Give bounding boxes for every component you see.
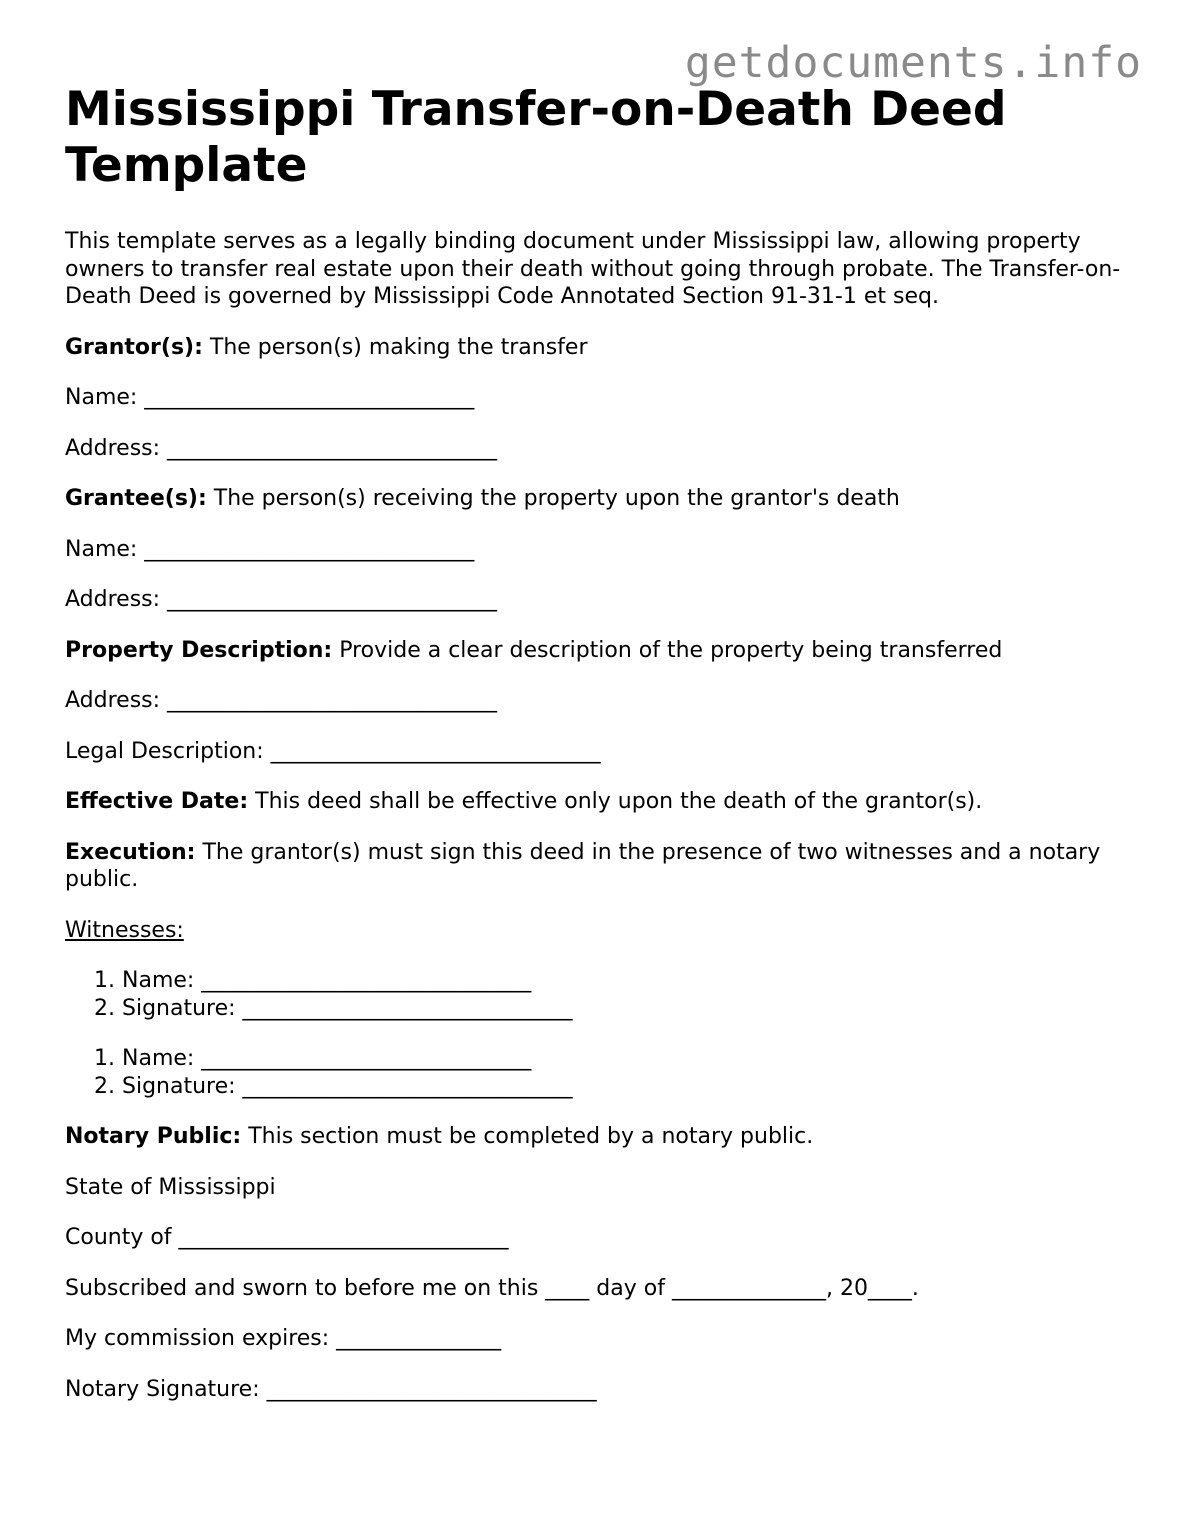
- witness-list-2: [65, 1045, 1125, 1100]
- notary-description: This section must be completed by a notary public.: [241, 1124, 814, 1149]
- property-heading: [65, 637, 1125, 665]
- grantor-description: The person(s) making the transfer: [202, 334, 588, 360]
- witness-1-name-field: 1. Name: ______________________________: [122, 967, 1125, 995]
- execution-text: The grantor(s) must sign this deed in the presence of two witnesses and a notary public.: [65, 839, 1101, 892]
- grantee-label: Grantee(s):: [65, 486, 207, 511]
- intro-paragraph: This template serves as a legally binding document under Mississippi law, allowing property owners to transfer real estate upon their death without going through probate. The Transfer-on-Death Deed is governed by Mississippi Code Annotated Section 91-31-1 et seq.: [65, 229, 1121, 309]
- witness-list-1: [65, 967, 1125, 1022]
- notary-state: State of Mississippi: [65, 1174, 276, 1200]
- execution-paragraph: [65, 839, 1125, 894]
- notary-sworn-line: Subscribed and sworn to before me on this ____ day of ______________, 20____.: [65, 1275, 919, 1301]
- effective-date-paragraph: [65, 788, 1125, 816]
- notary-heading: [65, 1123, 1125, 1151]
- effective-date-text: This deed shall be effective only upon the death of the grantor(s).: [248, 789, 983, 814]
- grantor-label: Grantor(s):: [65, 334, 203, 360]
- notary-signature-field: Notary Signature: ______________________________: [65, 1376, 597, 1402]
- grantor-heading: [65, 334, 1125, 362]
- witness-2-signature-field: 2. Signature: ______________________________: [122, 1073, 1125, 1101]
- property-label: Property Description:: [65, 637, 333, 663]
- notary-commission-field: My commission expires: _______________: [65, 1326, 502, 1351]
- notary-label: Notary Public:: [65, 1124, 242, 1149]
- watermark: getdocuments.info: [684, 38, 1142, 88]
- grantee-name-field: Name: ______________________________: [65, 536, 475, 562]
- witness-1-signature-field: 2. Signature: ______________________________: [122, 995, 1125, 1023]
- legal-description-field: Legal Description: ______________________________: [65, 738, 601, 764]
- property-description: Provide a clear description of the property being transferred: [332, 637, 1003, 663]
- effective-date-label: Effective Date:: [65, 789, 249, 814]
- property-address-field: Address: ______________________________: [65, 688, 498, 713]
- grantor-name-field: Name: ______________________________: [65, 385, 475, 410]
- page-title: Mississippi Transfer-on-Death Deed Template: [65, 82, 1007, 193]
- grantee-address-field: Address: ______________________________: [65, 587, 498, 612]
- grantee-heading: [65, 485, 1125, 513]
- witnesses-heading: Witnesses:: [65, 917, 184, 943]
- notary-county-field: County of ______________________________: [65, 1225, 509, 1250]
- grantee-description: The person(s) receiving the property upon the grantor's death: [206, 486, 900, 511]
- witness-2-name-field: 1. Name: ______________________________: [122, 1045, 1125, 1073]
- execution-label: Execution:: [65, 839, 196, 865]
- document-page: [65, 82, 1125, 1403]
- grantor-address-field: Address: ______________________________: [65, 435, 498, 461]
